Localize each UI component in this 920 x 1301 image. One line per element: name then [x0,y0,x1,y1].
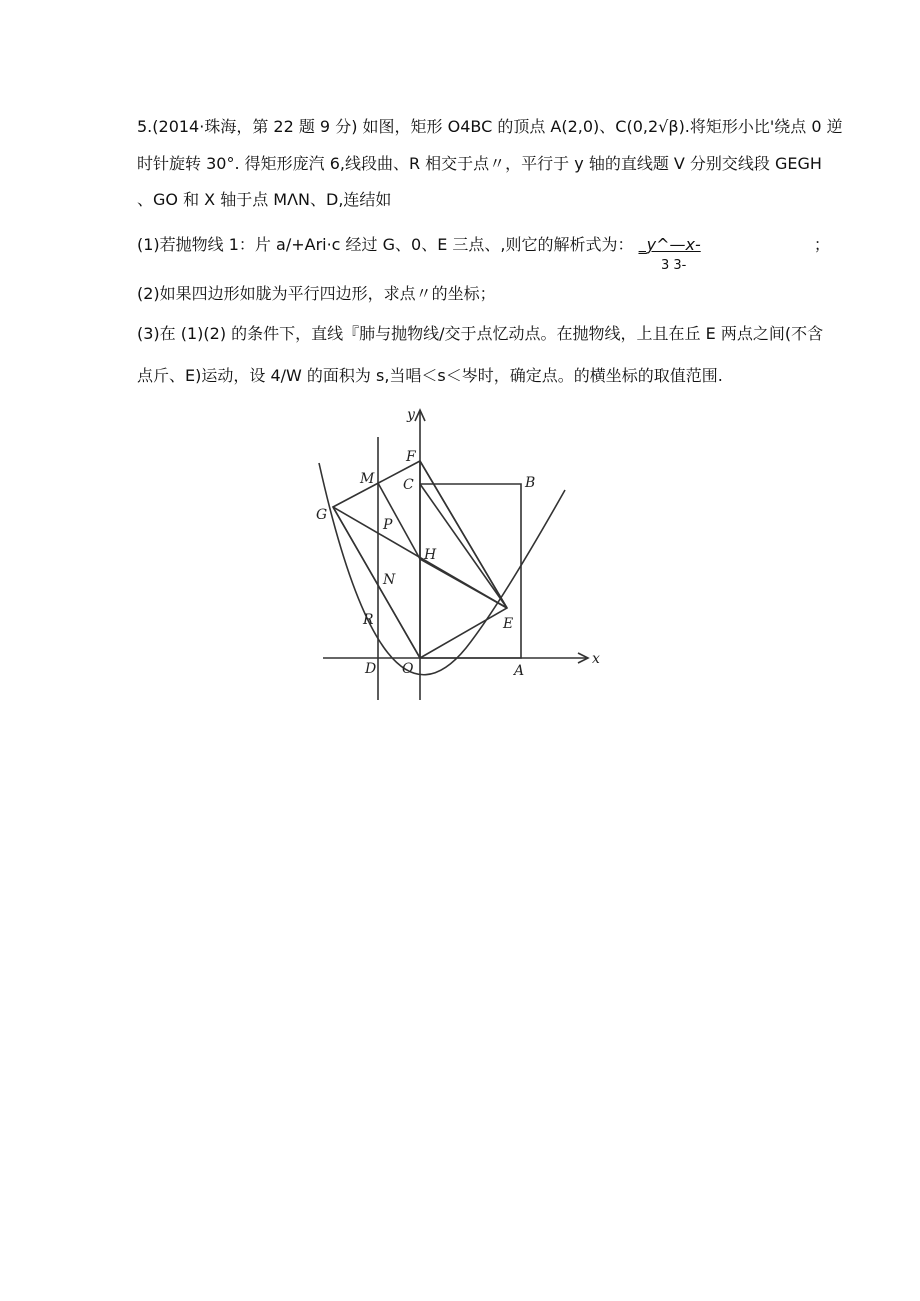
figure-lines [319,410,588,700]
problem-line-1: 5.(2014·珠海，第 22 题 9 分) 如图，矩形 O4BC 的顶点 A(2,0)、C(0,2√β).将矩形小比'绕点 0 逆 [137,117,843,136]
label-r: R [363,612,374,628]
label-c: C [403,477,414,493]
label-n: N [383,572,396,588]
figure-labels [316,407,600,679]
question-1-end: ； [813,235,830,254]
label-m: M [360,471,375,487]
segment-ce [420,484,507,608]
question-1-text: (1)若抛物线 1：片 a∕+Ari·c 经过 G、0、E 三点、,则它的解析式为： [137,235,634,254]
question-3-line-1: (3)在 (1)(2) 的条件下，直线『肺与抛物线/交于点忆动点。在抛物线，上且在丘 E 两点之间(不含 [137,324,824,343]
label-e: E [503,616,514,632]
question-1-note: 3 3- [661,258,687,273]
label-p: P [383,517,393,533]
label-a: A [514,663,525,679]
problem-line-2: 时针旋转 30°. 得矩形庞汽 6,线段曲、R 相交于点〃，平行于 y 轴的直线题 V 分别交线段 GEGH [137,154,822,173]
label-f: F [406,449,416,465]
label-g: G [316,507,328,523]
question-2: (2)如果四边形如胧为平行四边形，求点〃的坐标； [137,284,496,303]
label-h: H [424,547,437,563]
question-1-answer: _y^—x- [638,235,701,254]
label-d: D [365,661,377,677]
label-b: B [525,475,536,491]
segment-he [420,559,507,608]
segment-fe [420,461,507,608]
question-3-line-2: 点斤、E)运动，设 4/W 的面积为 s,当唱＜s＜岑时，确定点。的横坐标的取值范围. [137,366,723,385]
label-x: x [592,651,600,667]
label-o: O [402,661,414,677]
problem-line-3: 、GO 和 X 轴于点 MΛN、D,连结如 [137,190,392,209]
label-y: y [407,407,415,423]
